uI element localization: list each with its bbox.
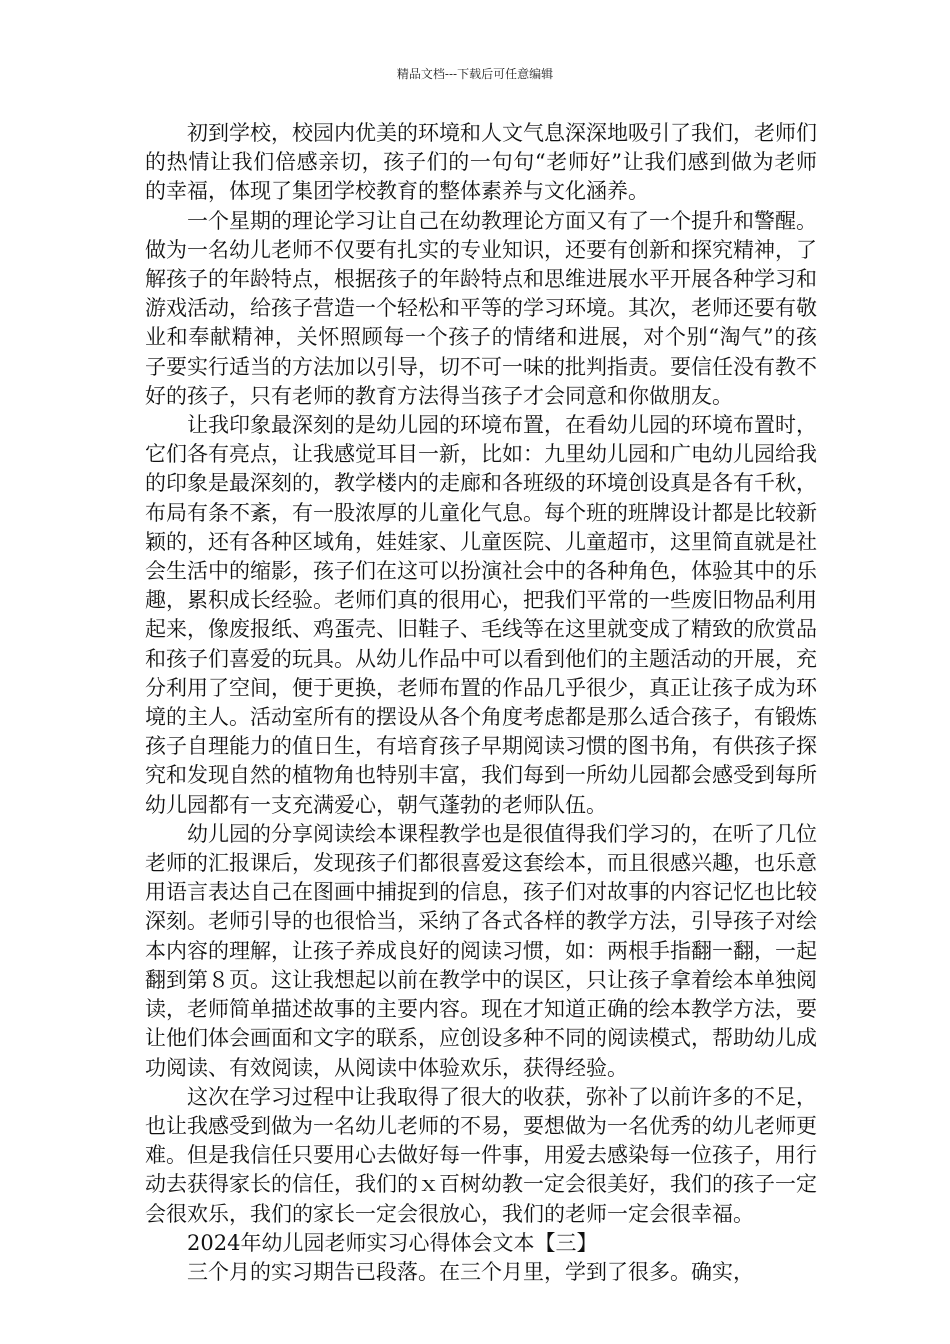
paragraph-5: 这次在学习过程中让我取得了很大的收获，弥补了以前许多的不足，也让我感受到做为一名幼儿老师的不易，要想做为一名优秀的幼儿老师更难。但是我信任只要用心去做好每一件事，用爱去感染每一位孩子，用行动去获得家长的信任，我们的ｘ百树幼教一定会很美好，我们的孩子一定会很欢乐，我们的家长一定会很放心，我们的老师一定会很幸福。 — [145, 1084, 817, 1226]
page-header: 精品文档---下载后可任意编辑 — [396, 67, 554, 81]
document-body — [145, 119, 817, 1287]
paragraph-1: 初到学校，校园内优美的环境和人文气息深深地吸引了我们，老师们的热情让我们倍感亲切，孩子们的一句句“老师好”让我们感到做为老师的幸福，体现了集团学校教育的整体素养与文化涵养。 — [145, 121, 817, 204]
paragraph-6: 三个月的实习期告已段落。在三个月里，学到了很多。确实， — [187, 1259, 754, 1284]
paragraph-3: 让我印象最深刻的是幼儿园的环境布置，在看幼儿园的环境布置时，它们各有亮点，让我感觉耳目一新，比如：九里幼儿园和广电幼儿园给我的印象是最深刻的，教学楼内的走廊和各班级的环境创设真是各有千秋，布局有条不紊，有一股浓厚的儿童化气息。每个班的班牌设计都是比较新颖的，还有各种区域角，娃娃家、儿童医院、儿童超市，这里简直就是社会生活中的缩影，孩子们在这可以扮演社会中的各种角色，体验其中的乐趣，累积成长经验。老师们真的很用心，把我们平常的一些废旧物品利用起来，像废报纸、鸡蛋壳、旧鞋子、毛线等在这里就变成了精致的欣赏品和孩子们喜爱的玩具。从幼儿作品中可以看到他们的主题活动的开展，充分利用了空间，便于更换，老师布置的作品几乎很少，真正让孩子成为环境的主人。活动室所有的摆设从各个角度考虑都是那么适合孩子，有锻炼孩子自理能力的值日生，有培育孩子早期阅读习惯的图书角，有供孩子探究和发现自然的植物角也特别丰富，我们每到一所幼儿园都会感受到每所幼儿园都有一支充满爱心，朝气蓬勃的老师队伍。 — [145, 413, 817, 817]
paragraph-4: 幼儿园的分享阅读绘本课程教学也是很值得我们学习的，在听了几位老师的汇报课后，发现孩子们都很喜爱这套绘本，而且很感兴趣，也乐意用语言表达自己在图画中捕捉到的信息，孩子们对故事的内容记忆也比较深刻。老师引导的也很恰当，采纳了各式各样的教学方法，引导孩子对绘本内容的理解，让孩子养成良好的阅读习惯，如：两根手指翻一翻，一起翻到第８页。这让我想起以前在教学中的误区，只让孩子拿着绘本单独阅读，老师简单描述故事的主要内容。现在才知道正确的绘本教学方法，要让他们体会画面和文字的联系，应创设多种不同的阅读模式，帮助幼儿成功阅读、有效阅读，从阅读中体验欢乐，获得经验。 — [145, 821, 817, 1080]
section-heading: 2024年幼儿园老师实习心得体会文本【三】 — [187, 1230, 598, 1255]
paragraph-2: 一个星期的理论学习让自己在幼教理论方面又有了一个提升和警醒。做为一名幼儿老师不仅要有扎实的专业知识，还要有创新和探究精神，了解孩子的年龄特点，根据孩子的年龄特点和思维进展水平开展各种学习和游戏活动，给孩子营造一个轻松和平等的学习环境。其次，老师还要有敬业和奉献精神，关怀照顾每一个孩子的情绪和进展，对个别“淘气”的孩子要实行适当的方法加以引导，切不可一味的批判指责。要信任没有教不好的孩子，只有老师的教育方法得当孩子才会同意和你做朋友。 — [145, 208, 817, 408]
